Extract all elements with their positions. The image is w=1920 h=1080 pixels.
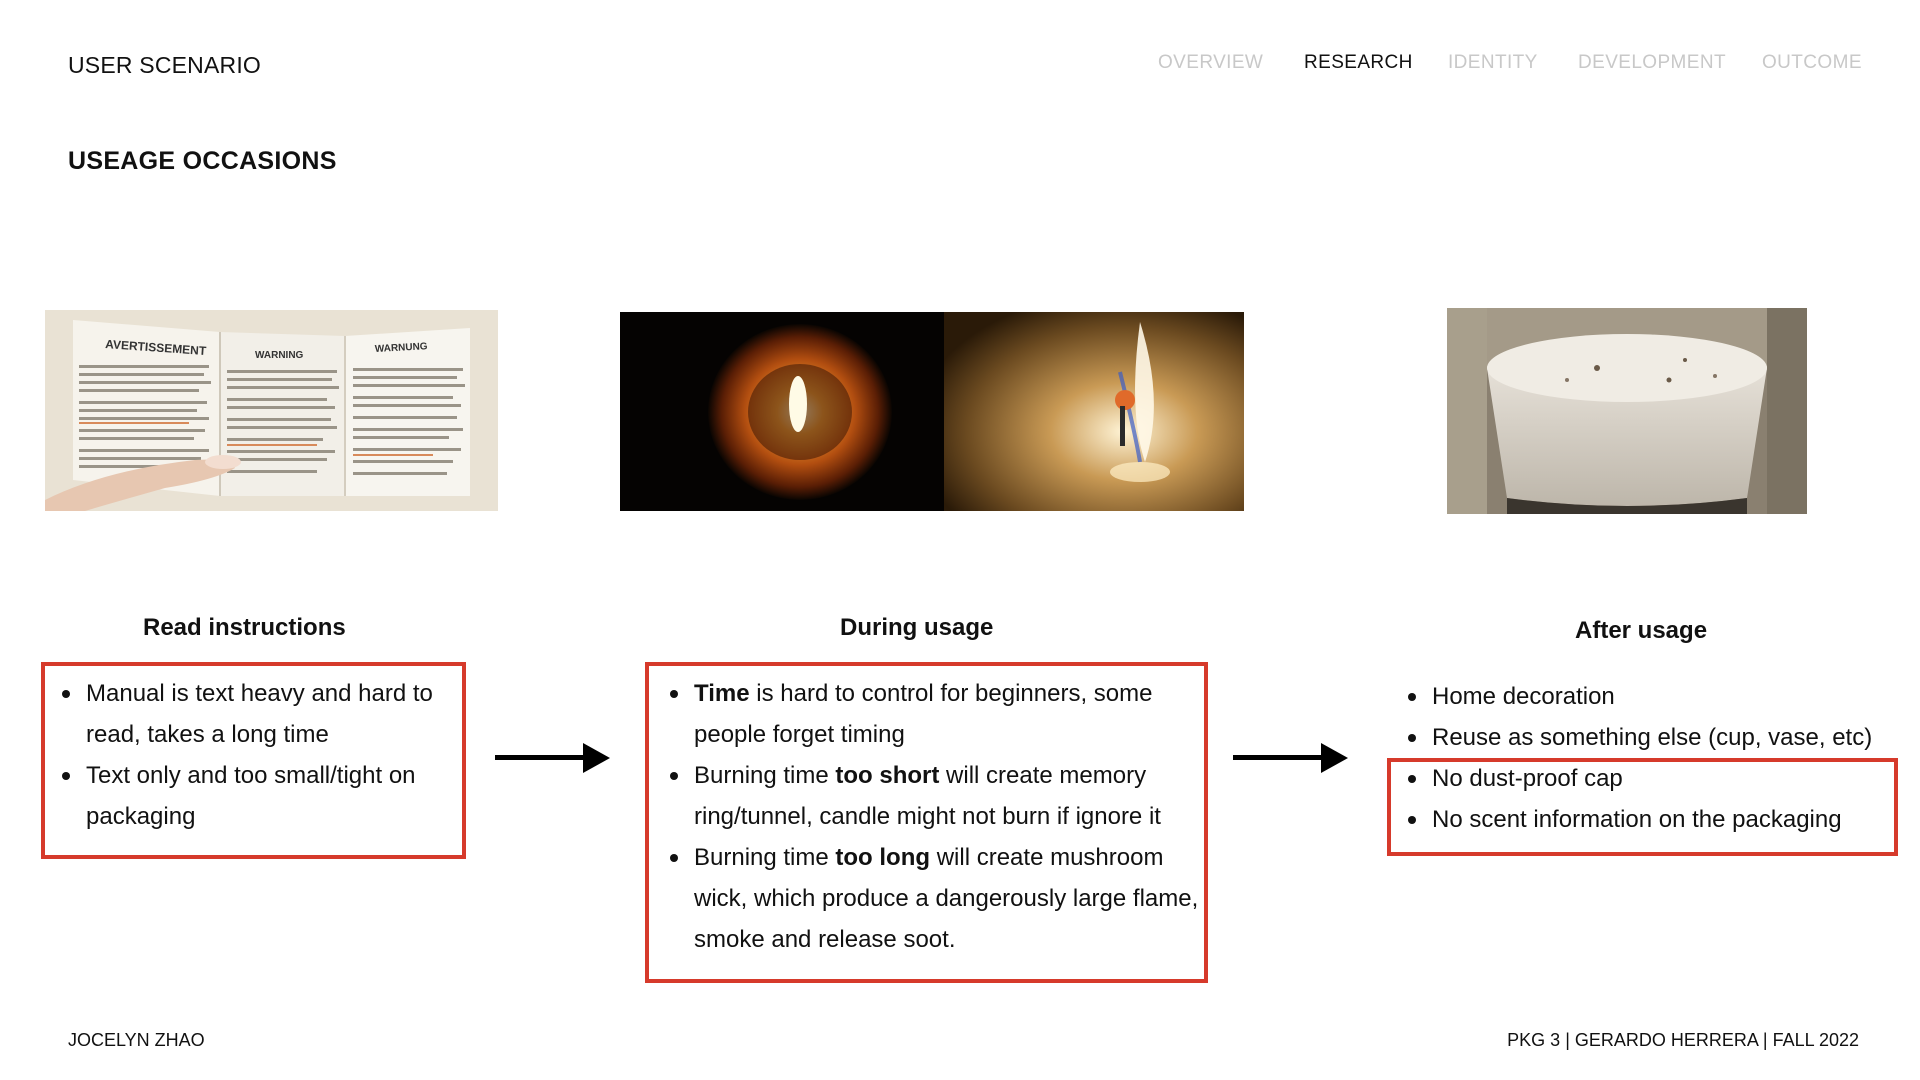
- manual-label-de: WARNUNG: [374, 341, 428, 355]
- bold-term: too short: [835, 762, 940, 789]
- top-navigation: [0, 52, 1920, 82]
- used-candle-photo: [1447, 308, 1807, 514]
- nav-research[interactable]: RESEARCH: [1304, 52, 1413, 73]
- arrow-right-icon: [495, 740, 610, 776]
- manual-label-en: WARNING: [255, 350, 304, 361]
- bold-term: Time: [694, 680, 750, 707]
- list-item-text: will create mushroom wick, which produce a dangerously large flame, smoke and release soot.: [694, 844, 1199, 953]
- footer-author: JOCELYN ZHAO: [68, 1030, 205, 1050]
- footer-course-info: PKG 3 | GERARDO HERRERA | FALL 2022: [1507, 1030, 1859, 1050]
- list-item: Manual is text heavy and hard to read, takes a long time: [50, 673, 455, 755]
- list-item-text: is hard to control for beginners, some people forget timing: [694, 680, 1153, 748]
- list-item-text: Burning time: [694, 762, 836, 789]
- list-item: Home decoration: [1396, 676, 1896, 717]
- heading-after-usage: After usage: [1575, 617, 1708, 644]
- list-item: [658, 755, 1203, 837]
- bullet-list-during-usage: [658, 673, 1203, 960]
- list-item: Text only and too small/tight on packaging: [50, 755, 455, 837]
- heading-during-usage: During usage: [840, 614, 994, 641]
- list-item-text: Burning time: [694, 844, 836, 871]
- arrow-right-icon: [1233, 740, 1348, 776]
- list-item: No dust-proof cap: [1396, 758, 1896, 799]
- page-title: USEAGE OCCASIONS: [68, 147, 337, 175]
- burning-candle-photos: [620, 312, 1244, 511]
- list-item: [658, 673, 1203, 755]
- nav-outcome[interactable]: OUTCOME: [1762, 52, 1862, 73]
- list-item: No scent information on the packaging: [1396, 799, 1896, 840]
- list-item: Reuse as something else (cup, vase, etc): [1396, 717, 1896, 758]
- nav-development[interactable]: DEVELOPMENT: [1578, 52, 1726, 73]
- manual-label-fr: AVERTISSEMENT: [104, 337, 207, 359]
- bold-term: too long: [835, 844, 931, 871]
- list-item: [658, 837, 1203, 960]
- heading-read-instructions: Read instructions: [143, 614, 346, 641]
- section-label: USER SCENARIO: [68, 52, 262, 78]
- nav-overview[interactable]: OVERVIEW: [1158, 52, 1264, 73]
- bullet-list-read-instructions: [50, 673, 455, 837]
- nav-identity[interactable]: IDENTITY: [1448, 52, 1538, 73]
- instruction-manual-photo: [45, 310, 498, 511]
- bullet-list-after-usage: [1396, 676, 1896, 840]
- list-item-text: will create memory ring/tunnel, candle might not burn if ignore it: [694, 762, 1161, 830]
